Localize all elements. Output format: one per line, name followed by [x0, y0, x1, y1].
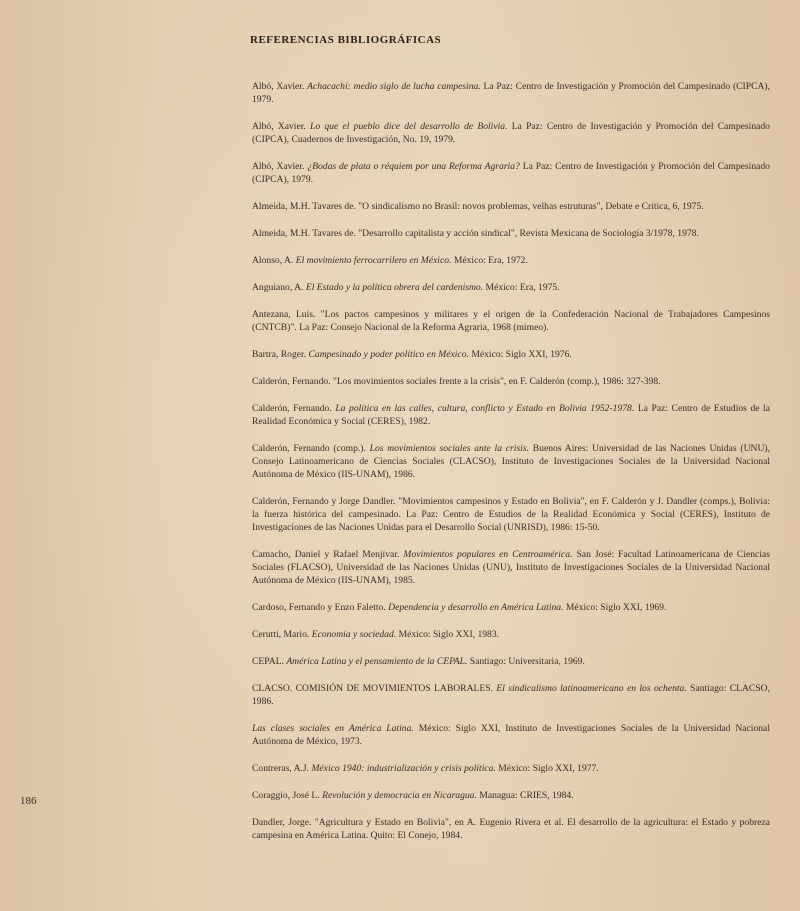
reference-details: San José: Facultad Latinoamericana de Ciencias Sociales (FLACSO), Universidad de las Naciones Unidas (UNU), Instituto de Investigaciones Sociales de la Universidad Nacional Autónoma de México (IIS-UNAM), 1985. [252, 548, 770, 586]
reference-entry [252, 80, 770, 106]
reference-author: Calderón, Fernando (comp.). [252, 442, 366, 454]
reference-details: México: Siglo XXI, 1977. [498, 762, 599, 774]
reference-details: La Paz: Centro de Investigación y Promoción del Campesinado (CIPCA), Cuadernos de Investigación, No. 19, 1979. [252, 120, 770, 145]
reference-details: Santiago: Universitaria, 1969. [469, 655, 585, 667]
reference-author: Coraggio, José L. [252, 789, 320, 801]
reference-entry [252, 762, 770, 775]
reference-title: El sindicalismo latinoamericano en los ochenta. [496, 682, 687, 694]
reference-details: La Paz: Centro de Estudios de la Realidad Económica y Social (CERES), 1982. [252, 402, 770, 427]
reference-author: Cerutti, Mario. [252, 628, 310, 640]
reference-title: México 1940: industrialización y crisis política. [311, 762, 496, 774]
reference-title: Las clases sociales en América Latina. [252, 722, 414, 734]
reference-author: Almeida, M.H. Tavares de. [252, 200, 356, 212]
reference-entry [252, 375, 770, 388]
reference-entry [252, 442, 770, 481]
reference-entry [252, 308, 770, 334]
reference-details: "Movimientos campesinos y Estado en Bolivia", en F. Calderón y J. Dandler (comps.), Bolivia: la fuerza histórica del campesinado. La Paz: Centro de Estudios de la Realidad Económica y Social (CERES), Instituto de Investigaciones de las Naciones Unidas para el Desarrollo Social (UNRISD), 1986: 15-50. [252, 495, 770, 533]
reference-author: Alonso, A. [252, 254, 294, 266]
reference-details: La Paz: Centro de Investigación y Promoción del Campesinado (CIPCA), 1979. [252, 80, 770, 105]
reference-details: México: Siglo XXI, 1976. [471, 348, 572, 360]
reference-details: "Los movimientos sociales frente a la crisis", en F. Calderón (comp.), 1986: 327-398. [333, 375, 661, 387]
page-number: 186 [20, 795, 37, 807]
reference-author: Calderón, Fernando. [252, 375, 331, 387]
reference-details: Managua: CRIES, 1984. [479, 789, 574, 801]
reference-details: México: Siglo XXI, Instituto de Investigaciones Sociales de la Universidad Nacional Autónoma de México, 1973. [252, 722, 770, 747]
reference-entry [252, 722, 770, 748]
reference-entry [252, 120, 770, 146]
reference-author: CLACSO. COMISIÓN DE MOVIMIENTOS LABORALES. [252, 682, 493, 694]
reference-entry [252, 402, 770, 428]
reference-title: ¿Bodas de plata o réquiem por una Reforma Agraria? [307, 160, 520, 172]
reference-author: Calderón, Fernando. [252, 402, 332, 414]
reference-details: "Agricultura y Estado en Bolivia", en A. Eugenio Rivera et al. El desarrollo de la agricultura: el Estado y pobreza campesina en América Latina. Quito: El Conejo, 1984. [252, 816, 770, 841]
reference-entry [252, 348, 770, 361]
reference-author: Albó, Xavier. [252, 80, 305, 92]
reference-details: México: Siglo XXI, 1983. [398, 628, 500, 640]
reference-author: CEPAL. [252, 655, 284, 667]
reference-entry [252, 160, 770, 186]
reference-title: Dependencia y desarrollo en América Latina. [388, 601, 564, 613]
reference-title: Campesinado y poder político en México. [308, 348, 469, 360]
reference-entry [252, 200, 770, 213]
reference-author: Albó, Xavier. [252, 120, 306, 132]
reference-entry [252, 655, 770, 668]
reference-author: Dandler, Jorge. [252, 816, 312, 828]
reference-details: "O sindicalismo no Brasil: novos problemas, velhas estruturas", Debate e Crítica, 6, 1975. [358, 200, 704, 212]
reference-author: Camacho, Daniel y Rafael Menjívar. [252, 548, 400, 560]
reference-author: Cardoso, Fernando y Enzo Faletto. [252, 601, 386, 613]
reference-title: El movimiento ferrocarrilero en México. [295, 254, 452, 266]
reference-entry [252, 789, 770, 802]
reference-title: Movimientos populares en Centroamérica. [403, 548, 573, 560]
reference-details: Santiago: CLACSO, 1986. [252, 682, 770, 707]
reference-title: Economía y sociedad. [311, 628, 397, 640]
reference-entry [252, 254, 770, 267]
reference-details: Buenos Aires: Universidad de las Naciones Unidas (UNU), Consejo Latinoamericano de Ciencias Sociales (CLACSO), Instituto de Investigaciones Sociales de la Universidad Nacional Autónoma de México (IIS-UNAM), 1986. [252, 442, 770, 480]
reference-entry [252, 281, 770, 294]
reference-title: Lo que el pueblo dice del desarrollo de Bolivia. [310, 120, 508, 132]
reference-entry [252, 548, 770, 587]
reference-title: La política en las calles, cultura, conflicto y Estado en Bolivia 1952-1978. [335, 402, 635, 414]
reference-details: México: Siglo XXI, 1969. [565, 601, 667, 613]
reference-author: Almeida, M.H. Tavares de. [252, 227, 356, 239]
reference-title: El Estado y la política obrera del cardenismo. [305, 281, 484, 293]
reference-entry [252, 495, 770, 534]
reference-entry [252, 601, 770, 614]
reference-title: Achacachi: medio siglo de lucha campesina. [307, 80, 481, 92]
reference-author: Albó, Xavier. [252, 160, 305, 172]
reference-details: México: Era, 1975. [485, 281, 560, 293]
reference-entry [252, 628, 770, 641]
reference-title: Los movimientos sociales ante la crisis. [369, 442, 529, 454]
references-list [252, 70, 770, 856]
reference-entry [252, 816, 770, 842]
reference-title: Revolución y democracia en Nicaragua. [322, 789, 477, 801]
reference-author: Bartra, Roger. [252, 348, 307, 360]
reference-details: "Desarrollo capitalista y acción sindical", Revista Mexicana de Sociología 3/1978, 1978. [358, 227, 699, 239]
reference-details: México: Era, 1972. [453, 254, 528, 266]
reference-author: Contreras, A.J. [252, 762, 310, 774]
reference-author: Calderón, Fernando y Jorge Dandler. [252, 495, 396, 507]
section-heading: REFERENCIAS BIBLIOGRÁFICAS [250, 34, 442, 46]
reference-details: "Los pactos campesinos y militares y el origen de la Confederación Nacional de Trabajadores Campesinos (CNTCB)". La Paz: Consejo Nacional de la Reforma Agraria, 1968 (mimeo). [252, 308, 770, 333]
reference-entry [252, 227, 770, 240]
reference-title: América Latina y el pensamiento de la CEPAL. [286, 655, 468, 667]
reference-entry [252, 682, 770, 708]
reference-author: Antezana, Luis. [252, 308, 316, 320]
reference-author: Anguiano, A. [252, 281, 304, 293]
reference-details: La Paz: Centro de Investigación y Promoción del Campesinado (CIPCA), 1979. [252, 160, 770, 185]
